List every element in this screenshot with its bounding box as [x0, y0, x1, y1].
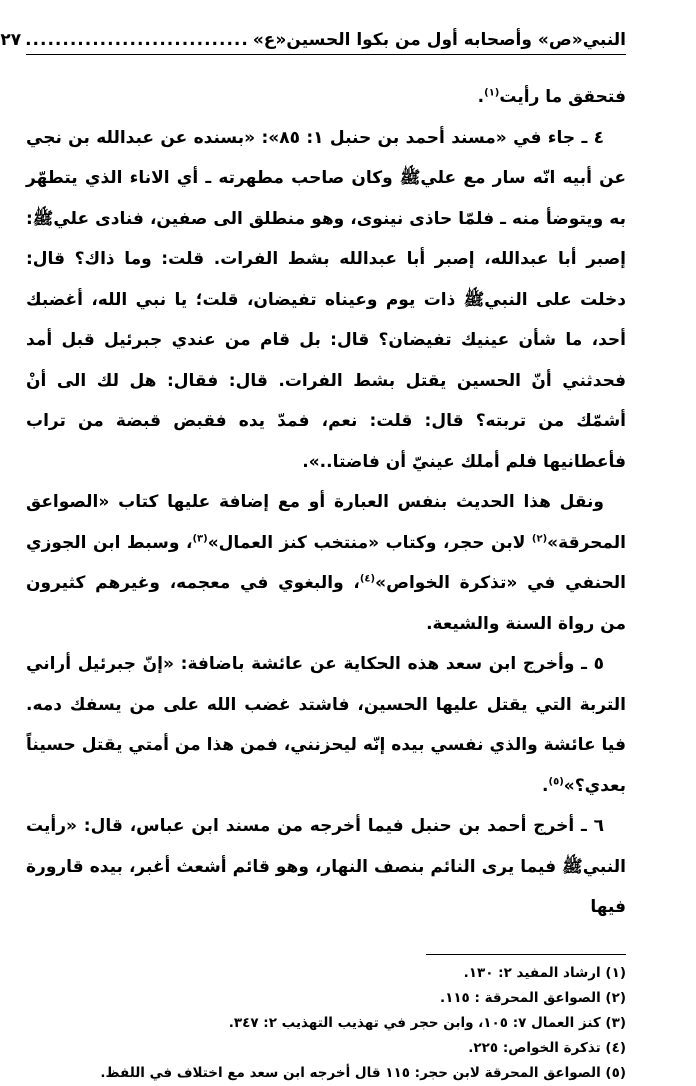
main-text [26, 77, 626, 928]
footnote-4 [26, 1036, 626, 1061]
paragraph-5 [26, 806, 626, 928]
footnote-5 [26, 1061, 626, 1086]
paragraph-text: ٥ ـ وأخرج ابن سعد هذه الحكاية عن عائشة باضافة: «إنّ جبرئيل أراني التربة التي يقتل عليها الحسين، فاشتد غضب الله على من يسفك دمه. فيا عائشة والذي نفسي بيده إنّه ليحزنني، فمن هذا من أمتي يقتل حسيناً بعدي؟» [26, 654, 626, 796]
paragraph-tail: . [477, 87, 485, 107]
footnotes [26, 961, 626, 1086]
footnote-ref: (١) [484, 87, 500, 99]
footnote-number: (٥) [605, 1064, 626, 1081]
paragraph-3 [26, 482, 626, 644]
footnote-1 [26, 961, 626, 986]
paragraph-text: ، وسبط ابن الجوزي الحنفي في «تذكرة الخواص» [26, 532, 626, 593]
leader-dots: .............................. [25, 30, 249, 50]
footnote-ref: (٢) [531, 532, 548, 544]
paragraph-text: ٤ ـ جاء في «مسند أحمد بن حنبل ١: ٨٥»: «بسنده عن عبدالله بن نجي عن أبيه انّه سار مع عليﷺ وكان صاحب مطهرته ـ أي الاناء الذي يتطهّر به ويتوضأ منه ـ فلمّا حاذى نينوى، وهو منطلق الى صفين، فنادى عليﷺ: إصبر أبا عبدالله، إصبر أبا عبدالله بشط الفرات. قلت: وما ذاك؟ قال: دخلت على النبيﷺ ذات يوم وعيناه تفيضان، قلت؛ يا نبي الله، أغضبك أحد، ما شأن عينيك تفيضان؟ قال: بل قام من عندي جبرئيل قبل أمد فحدثني أنّ الحسين يقتل بشط الفرات. قال: فقال: هل لك الى أنْ أشمّك من تربته؟ قال: قلت: نعم، فمدّ يده فقبض قبضة من تراب فأعطانيها فلم أملك عينيّ أن فاضتا..». [26, 127, 626, 472]
footnote-number: (١) [605, 964, 626, 981]
footnote-ref: (٤) [359, 573, 376, 585]
footnote-text: تذكرة الخواص: ٢٢٥. [468, 1039, 601, 1056]
footnote-ref: (٥) [548, 775, 564, 787]
footnote-text: كنز العمال ٧: ١٠٥، وابن حجر في تهذيب التهذيب ٢: ٣٤٧. [228, 1014, 601, 1031]
paragraph-1 [26, 77, 626, 118]
paragraph-text: ونقل هذا الحديث بنفس العبارة أو مع إضافة عليها كتاب «الصواعق المحرقة» [26, 492, 627, 553]
footnote-number: (٤) [605, 1039, 626, 1056]
footnote-3 [26, 1011, 626, 1036]
page-number: ٢٧ [0, 30, 22, 50]
paragraph-4 [26, 644, 626, 806]
paragraph-text: لابن حجر، وكتاب «منتخب كنز العمال» [207, 532, 532, 553]
running-title: النبي«ص» وأصحابه أول من بكوا الحسين«ع» [252, 30, 626, 50]
footnote-number: (٣) [605, 1014, 626, 1031]
running-header [0, 28, 626, 55]
footnote-ref: (٣) [192, 532, 208, 544]
paragraph-2 [26, 118, 626, 483]
paragraph-text: فتحقق ما رأيت [499, 87, 626, 107]
footnote-text: الصواعق المحرقة لابن حجر: ١١٥ قال أخرجه ابن سعد مع اختلاف في اللفظ. [100, 1064, 601, 1081]
footnote-separator [426, 954, 626, 955]
footnote-2 [26, 986, 626, 1011]
footnote-text: الصواعق المحرقة : ١١٥. [439, 989, 601, 1006]
paragraph-tail: . [542, 775, 549, 796]
book-page [0, 28, 627, 1086]
paragraph-text: ٦ ـ أخرج أحمد بن حنبل فيما أخرجه من مسند ابن عباس، قال: «رأيت النبيﷺ فيما يرى النائم بنصف النهار، وهو قائم أشعث أغبر، بيده قارورة فيها [26, 816, 626, 917]
footnote-number: (٢) [605, 989, 626, 1006]
footnote-text: ارشاد المفيد ٢: ١٣٠. [463, 964, 601, 981]
paragraph-text: ، والبغوي في معجمه، وغيرهم كثيرون من رواة السنة والشيعة. [26, 573, 626, 634]
